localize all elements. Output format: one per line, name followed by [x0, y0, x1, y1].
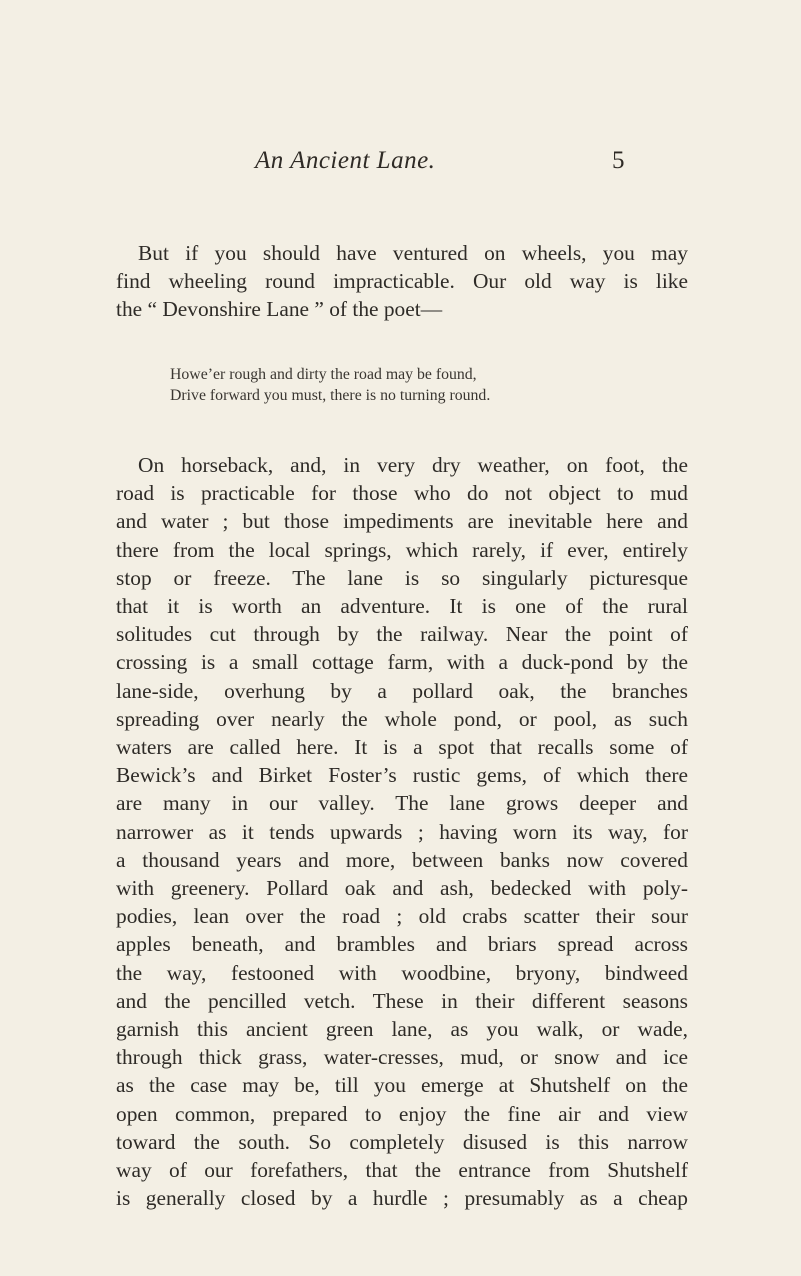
text-line: a thousand years and more, between banks now covered: [116, 847, 688, 872]
text-line: toward the south. So completely disused is this narrow: [116, 1129, 688, 1154]
text-line: the “ Devonshire Lane ” of the poet—: [116, 297, 443, 322]
text-line: road is practicable for those who do not object to mud: [116, 481, 688, 506]
text-line: crossing is a small cottage farm, with a duck-pond by the: [116, 650, 688, 675]
text-line: podies, lean over the road ; old crabs scatter their sour: [116, 904, 688, 929]
text-line: through thick grass, water-cresses, mud, or snow and ice: [116, 1045, 688, 1070]
paragraph-1: [116, 239, 688, 324]
page-number: 5: [612, 147, 625, 174]
text-line: that it is worth an adventure. It is one of the rural: [116, 594, 688, 619]
text-line: stop or freeze. The lane is so singularly picturesque: [116, 565, 688, 590]
text-line: with greenery. Pollard oak and ash, bedecked with poly-: [116, 876, 688, 901]
text-line: are many in our valley. The lane grows deeper and: [116, 791, 688, 816]
verse-line: Howe’er rough and dirty the road may be found,: [170, 366, 477, 383]
text-line: as the case may be, till you emerge at Shutshelf on the: [116, 1073, 688, 1098]
text-line: lane-side, overhung by a pollard oak, the branches: [116, 678, 688, 703]
text-line: waters are called here. It is a spot that recalls some of: [116, 735, 688, 760]
paragraph-2: [116, 451, 688, 1212]
text-line: garnish this ancient green lane, as you walk, or wade,: [116, 1017, 688, 1042]
text-line: spreading over nearly the whole pond, or pool, as such: [116, 706, 688, 731]
text-line: On horseback, and, in very dry weather, on foot, the: [138, 453, 688, 477]
text-line: solitudes cut through by the railway. Near the point of: [116, 622, 688, 647]
text-line: is generally closed by a hurdle ; presumably as a cheap: [116, 1186, 688, 1211]
text-line: find wheeling round impracticable. Our old way is like: [116, 269, 688, 294]
verse-quotation: [170, 365, 490, 406]
text-line: way of our forefathers, that the entrance from Shutshelf: [116, 1158, 688, 1183]
text-line: narrower as it tends upwards ; having worn its way, for: [116, 819, 688, 844]
text-line: and the pencilled vetch. These in their different seasons: [116, 988, 688, 1013]
text-line: the way, festooned with woodbine, bryony, bindweed: [116, 960, 688, 985]
text-line: But if you should have ventured on wheels, you may: [138, 241, 688, 265]
text-line: apples beneath, and brambles and briars spread across: [116, 932, 688, 957]
text-line: Bewick’s and Birket Foster’s rustic gems, of which there: [116, 763, 688, 788]
verse-line: Drive forward you must, there is no turning round.: [170, 386, 491, 404]
text-line: and water ; but those impediments are inevitable here and: [116, 509, 688, 534]
running-title: An Ancient Lane.: [255, 147, 436, 174]
text-line: there from the local springs, which rarely, if ever, entirely: [116, 537, 688, 562]
text-line: open common, prepared to enjoy the fine air and view: [116, 1101, 688, 1126]
